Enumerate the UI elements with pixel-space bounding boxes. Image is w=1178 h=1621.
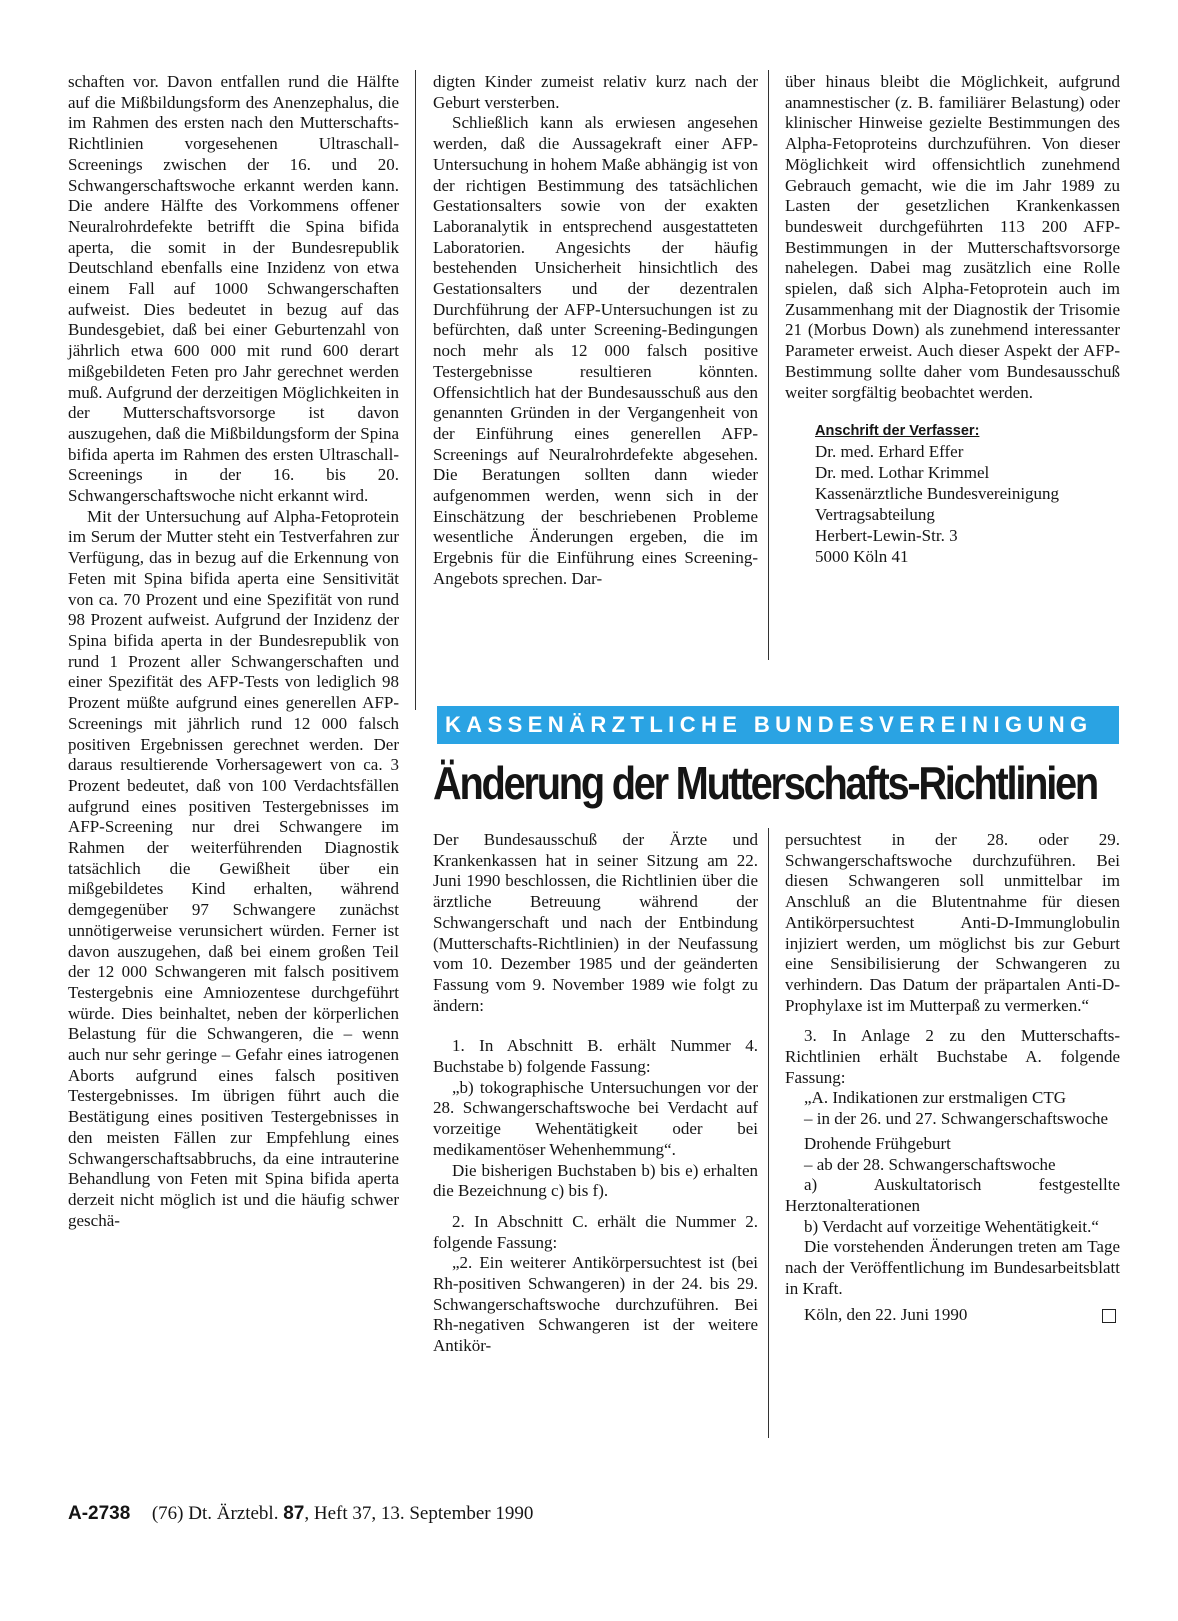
address-line: Kassenärztliche Bundesvereinigung	[815, 484, 1060, 504]
paragraph: 1. In Abschnitt B. erhält Nummer 4. Buchstabe b) folgende Fassung:	[433, 1036, 758, 1077]
paragraph: Die bisherigen Buchstaben b) bis e) erhalten die Bezeichnung c) bis f).	[433, 1160, 758, 1201]
address-line: Herbert-Lewin-Str. 3	[815, 526, 958, 546]
author-address	[785, 421, 1120, 567]
article-column-5	[785, 830, 1120, 1326]
paragraph: „2. Ein weiterer Antikörpersuchtest ist (bei Rh-positiven Schwangeren) in der 24. bis 29. Schwangerschaftswoche durchzuführen. Bei Rh-negativen Schwangeren ist der weitere Antikör-	[433, 1253, 758, 1356]
paragraph: schaften vor. Davon entfallen rund die Hälfte auf die Mißbildungsform des Anenzephalus, die im Rahmen des ersten nach den Mutterschafts-Richtlinien vorgesehenen Ultraschall-Screenings zwischen der 16. und 20. Schwangerschaftswoche erkannt werden kann. Die andere Hälfte des Vorkommens offener Neuralrohrdefekte betrifft die Spina bifida aperta, die somit in der Bundesrepublik Deutschland ebenfalls eine Inzidenz von etwa einem Fall auf 1000 Schwangerschaften aufweist. Dies bedeutet in bezug auf das Bundesgebiet, daß bei einer Geburtenzahl von jährlich etwa 600 000 mit rund 600 derart mißgebildeten Feten pro Jahr gerechnet werden muß. Aufgrund der derzeitigen Möglichkeiten in der Mutterschaftsvorsorge ist davon auszugehen, daß die Mißbildungsform der Spina bifida aperta im Rahmen des ersten Ultraschall-Screenings in der 16. bis 20. Schwangerschaftswoche nicht erkannt wird.	[68, 72, 399, 506]
column-divider	[768, 70, 769, 660]
address-line: Dr. med. Lothar Krimmel	[815, 463, 990, 483]
paragraph: – in der 26. und 27. Schwangerschaftswoche	[804, 1109, 1109, 1129]
section-banner: KASSENÄRZTLICHE BUNDESVEREINIGUNG	[437, 706, 1119, 744]
date-text: Köln, den 22. Juni 1990	[804, 1305, 968, 1325]
page-code: A-2738	[68, 1503, 131, 1524]
paragraph: Schließlich kann als erwiesen angesehen werden, daß die Aussagekraft einer AFP-Untersuchung in hohem Maße abhängig ist von der richtigen Bestimmung des tatsächlichen Gestationsalters sowie von der exakten Laboranalytik in entsprechend ausgestatteten Laboratorien. Angesichts der häufig bestehenden Unsicherheit hinsichtlich des Gestationsalters und der dezentralen Durchführung der AFP-Untersuchungen ist zu befürchten, daß unter Screening-Bedingungen noch mehr als 12 000 falsch positive Testergebnisse resultieren könnten. Offensichtlich hat der Bundesausschuß aus den genannten Gründen in der Vergangenheit von der Einführung eines generellen AFP-Screenings auf Neuralrohrdefekte abgesehen. Die Beratungen sollten dann wieder aufgenommen werden, wenn sich in der Einschätzung der beschriebenen Probleme wesentliche Änderungen ergeben, die im Ergebnis für die Einführung eines Screening-Angebots sprechen. Dar-	[433, 113, 758, 588]
address-line: Vertragsabteilung	[815, 505, 935, 525]
paragraph: a) Auskultatorisch festgestellte Herztonalterationen	[785, 1175, 1120, 1215]
journal-volume: 87	[283, 1503, 305, 1524]
paragraph: „b) tokographische Untersuchungen vor der 28. Schwangerschaftswoche bei Verdacht auf vorzeitige Wehentätigkeit oder bei medikamentöser Wehenhemmung“.	[433, 1077, 758, 1159]
paragraph: 3. In Anlage 2 zu den Mutterschafts-Richtlinien erhält Buchstabe A. folgende Fassung:	[785, 1026, 1120, 1087]
paragraph: Mit der Untersuchung auf Alpha-Fetoprotein im Serum der Mutter steht ein Testverfahren zur Verfügung, das in bezug auf die Erkennung von Feten mit Spina bifida aperta eine Sensitivität von ca. 70 Prozent und eine Spezifität von rund 98 Prozent aufweist. Aufgrund der Inzidenz der Spina bifida aperta in der Bundesrepublik von rund 1 Prozent aller Schwangerschaften und einer Spezifität des AFP-Tests von lediglich 98 Prozent müßte aufgrund eines generellen AFP-Screenings mit jährlich rund 12 000 falsch positiven Ergebnissen gerechnet werden. Der daraus resultierende Vorhersagewert von ca. 3 Prozent bedeutet, daß von 100 Verdachtsfällen aufgrund eines positiven Testergebnisses im AFP-Screening nur drei Schwangere im Rahmen der weiterführenden Diagnostik tatsächlich die Gewißheit über ein mißgebildetes Kind erhalten, während demgegenüber 97 Schwangere zunächst unnötigerweise verunsichert würden. Ferner ist davon auszugehen, daß bei einem großen Teil der 12 000 Schwangeren mit falsch positivem Testergebnis eine Amniozentese durchgeführt würde. Dies beinhaltet, neben der körperlichen Belastung für die Schwangeren, die – wenn auch nur sehr geringe – Gefahr eines iatrogenen Aborts aufgrund eines falsch positiven Testergebnisses. Im übrigen führt auch die Bestätigung eines positiven Testergebnisses in den meisten Fällen zur Empfehlung eines Schwangerschaftsabbruchs, da eine intrauterine Behandlung von Feten mit Spina bifida aperta derzeit nicht möglich ist und die häufig schwer geschä-	[68, 506, 399, 1230]
paragraph: über hinaus bleibt die Möglichkeit, aufgrund anamnestischer (z. B. familiärer Belastung) oder klinischer Hinweise gezielte Bestimmungen des Alpha-Fetoproteins durchzuführen. Von dieser Möglichkeit wird offensichtlich zunehmend Gebrauch gemacht, wie die im Jahr 1989 zu Lasten der gesetzlichen Krankenkassen bundesweit durchgeführten 113 200 AFP-Bestimmungen in der Mutterschaftsvorsorge nahelegen. Dabei mag zusätzlich eine Rolle spielen, daß sich Alpha-Fetoprotein auch im Zusammenhang mit der Diagnostik der Trisomie 21 (Morbus Down) als zunehmend interessanter Parameter erweist. Auch dieser Aspekt der AFP-Bestimmung sollte daher vom Bundesausschuß weiter sorgfältig beobachtet werden.	[785, 72, 1120, 402]
page-footer	[68, 1503, 533, 1525]
page-number: (76)	[151, 1503, 184, 1524]
paragraph: Der Bundesausschuß der Ärzte und Krankenkassen hat in seiner Sitzung am 22. Juni 1990 beschlossen, die Richtlinien über die ärztliche Betreuung während der Schwangerschaft und nach der Entbindung (Mutterschafts-Richtlinien) in der Neufassung vom 10. Dezember 1985 und der geänderten Fassung vom 9. November 1989 wie folgt zu ändern:	[433, 830, 758, 1015]
address-line: 5000 Köln 41	[815, 547, 909, 567]
journal-issue: , Heft 37, 13. September 1990	[304, 1503, 534, 1524]
paragraph: 2. In Abschnitt C. erhält die Nummer 2. folgende Fassung:	[433, 1211, 758, 1252]
address-line: Dr. med. Erhard Effer	[815, 442, 964, 462]
dateline	[785, 1305, 1120, 1326]
journal-name: Dt. Ärztebl.	[188, 1503, 279, 1524]
article-column-1	[68, 72, 399, 1231]
column-divider	[415, 70, 416, 710]
address-heading: Anschrift der Verfasser:	[815, 423, 980, 440]
paragraph: „A. Indikationen zur erstmaligen CTG	[804, 1088, 1067, 1108]
column-divider	[768, 828, 769, 1438]
paragraph: b) Verdacht auf vorzeitige Wehentätigkeit.“	[804, 1216, 1099, 1236]
paragraph: – ab der 28. Schwangerschaftswoche	[804, 1154, 1056, 1174]
article-column-2	[433, 72, 758, 590]
end-mark-icon	[1102, 1309, 1116, 1323]
paragraph: Die vorstehenden Änderungen treten am Tage nach der Veröffentlichung im Bundesarbeitsblatt in Kraft.	[785, 1237, 1120, 1298]
paragraph: digten Kinder zumeist relativ kurz nach der Geburt versterben.	[433, 72, 758, 112]
paragraph: Drohende Frühgeburt	[804, 1133, 951, 1153]
article-column-4	[433, 830, 758, 1357]
article-column-3	[785, 72, 1120, 567]
paragraph: persuchtest in der 28. oder 29. Schwangerschaftswoche durchzuführen. Bei diesen Schwangeren soll unmittelbar im Anschluß an die Blutentnahme für diesen Antikörpersuchtest Anti-D-Immunglobulin injiziert werden, um möglichst bis zur Geburt eine Sensibilisierung der Schwangeren zu verhindern. Das Datum der präpartalen Anti-D-Prophylaxe ist im Mutterpaß zu vermerken.“	[785, 830, 1120, 1015]
article-headline: Änderung der Mutterschafts-Richtlinien	[433, 757, 1097, 809]
